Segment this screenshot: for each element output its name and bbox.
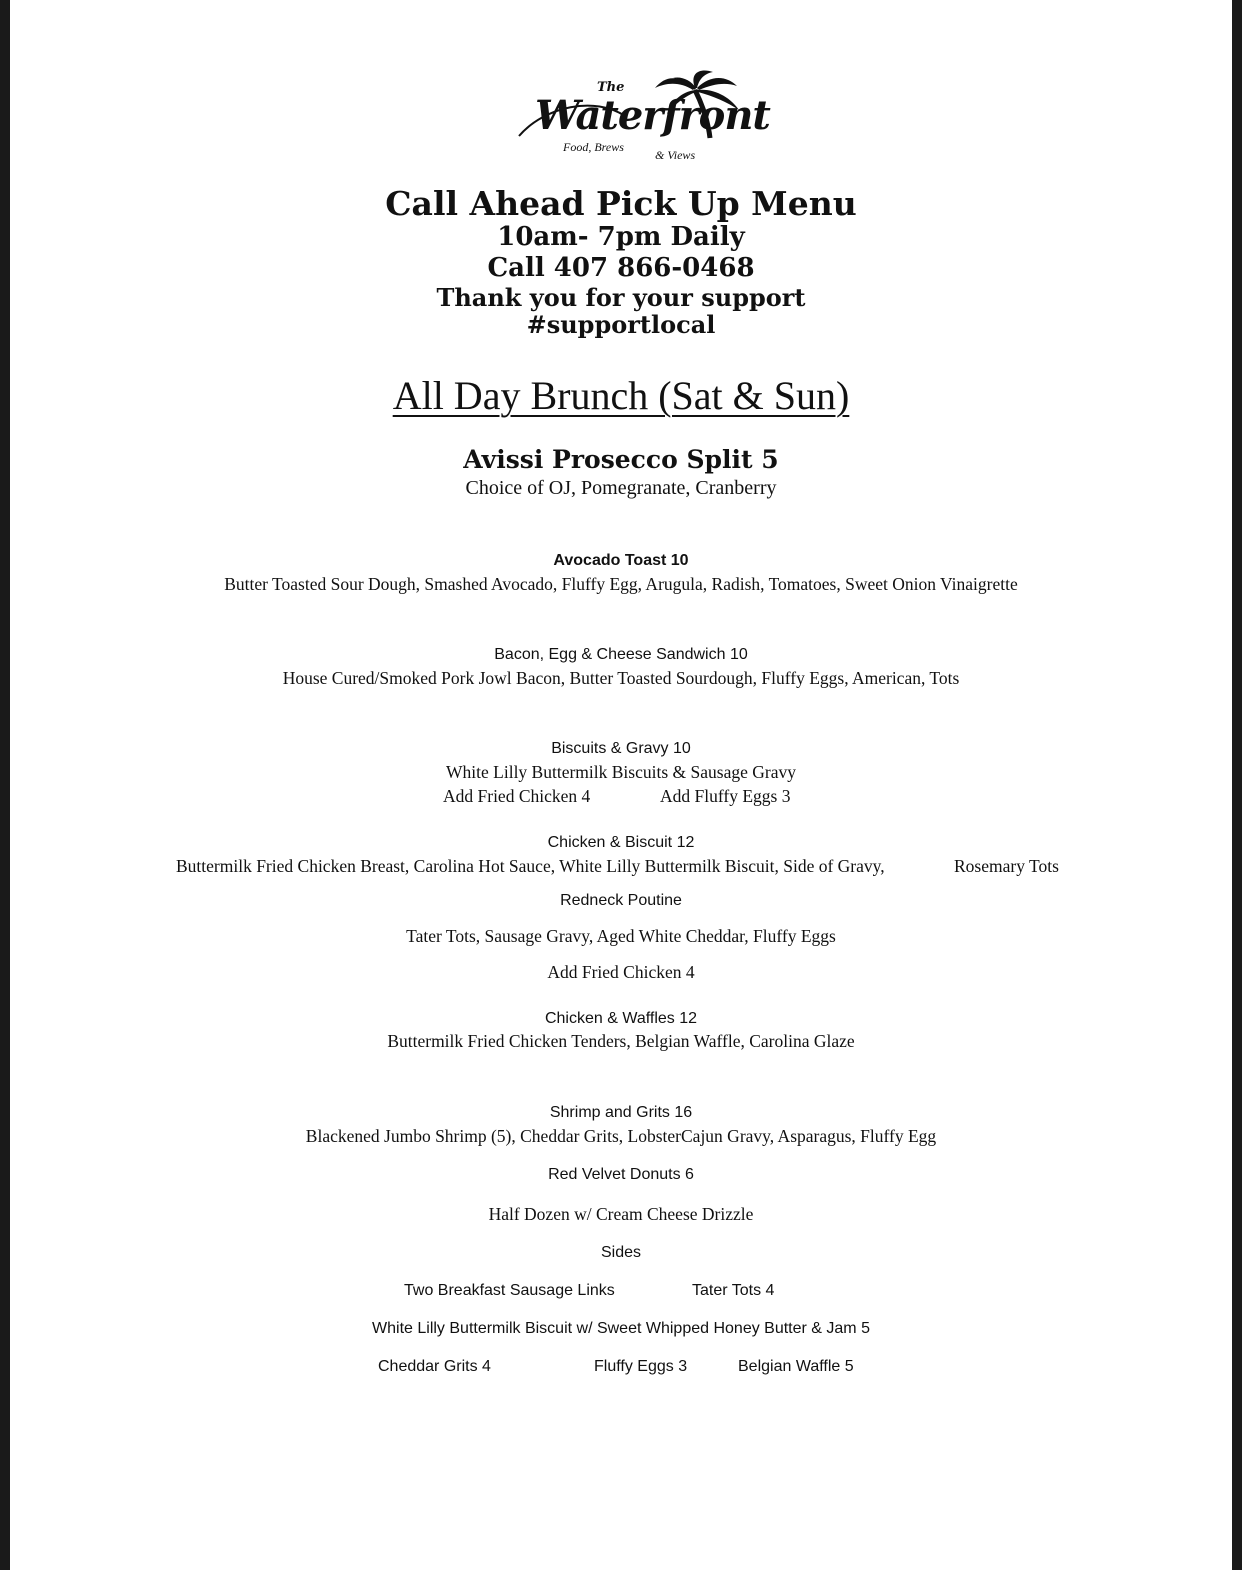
- logo-small-text: The: [597, 80, 625, 95]
- section-title: All Day Brunch (Sat & Sun): [392, 373, 850, 418]
- side-waffle: Belgian Waffle 5: [738, 1358, 854, 1375]
- item-title-avocado: Avocado Toast 10: [553, 552, 689, 569]
- logo-main-text: Waterfront: [535, 92, 770, 139]
- item-desc-donuts: Half Dozen w/ Cream Cheese Drizzle: [488, 1204, 754, 1224]
- item-addon-fluffy-eggs: Add Fluffy Eggs 3: [660, 786, 791, 806]
- side-biscuit: White Lilly Buttermilk Biscuit w/ Sweet Whipped Honey Butter & Jam 5: [372, 1320, 870, 1337]
- page-title: Call Ahead Pick Up Menu: [385, 184, 857, 223]
- drink-desc: Choice of OJ, Pomegranate, Cranberry: [465, 477, 777, 499]
- side-grits: Cheddar Grits 4: [378, 1358, 491, 1375]
- item-desc-waffles: Buttermilk Fried Chicken Tenders, Belgian Waffle, Carolina Glaze: [387, 1031, 855, 1051]
- side-tots: Tater Tots 4: [692, 1282, 775, 1299]
- sides-title: Sides: [600, 1244, 642, 1261]
- phone-text: Call 407 866-0468: [487, 253, 755, 283]
- item-desc-avocado: Butter Toasted Sour Dough, Smashed Avocado, Fluffy Egg, Arugula, Radish, Tomatoes, Sweet Onion Vinaigrette: [224, 574, 1018, 594]
- item-title-biscuits: Biscuits & Gravy 10: [551, 740, 691, 757]
- item-title-shrimp: Shrimp and Grits 16: [549, 1104, 693, 1121]
- item-title-donuts: Red Velvet Donuts 6: [548, 1166, 694, 1183]
- item-title-waffles: Chicken & Waffles 12: [544, 1010, 698, 1027]
- item-desc-biscuits: White Lilly Buttermilk Biscuits & Sausage Gravy: [446, 762, 796, 782]
- item-desc-shrimp: Blackened Jumbo Shrimp (5), Cheddar Grits, LobsterCajun Gravy, Asparagus, Fluffy Egg: [305, 1126, 937, 1146]
- item-desc-poutine: Tater Tots, Sausage Gravy, Aged White Cheddar, Fluffy Eggs: [406, 926, 836, 946]
- thanks-text: Thank you for your support: [436, 283, 806, 312]
- item-desc-chicken-biscuit-tots: Rosemary Tots: [954, 856, 1059, 876]
- item-title-poutine: Redneck Poutine: [560, 892, 682, 909]
- item-title-chicken-biscuit: Chicken & Biscuit 12: [547, 834, 695, 851]
- logo-tagline-right: & Views: [655, 148, 696, 162]
- logo-tagline-left: Food, Brews: [563, 140, 624, 154]
- hashtag-text: #supportlocal: [526, 310, 716, 339]
- waterfront-logo: [505, 66, 770, 170]
- item-addon-poutine: Add Fried Chicken 4: [547, 962, 695, 982]
- side-eggs: Fluffy Eggs 3: [594, 1358, 688, 1375]
- item-addon-fried-chicken: Add Fried Chicken 4: [443, 786, 591, 806]
- drink-title: Avissi Prosecco Split 5: [463, 445, 779, 474]
- item-title-bec: Bacon, Egg & Cheese Sandwich 10: [494, 646, 748, 663]
- item-desc-chicken-biscuit: Buttermilk Fried Chicken Breast, Carolina Hot Sauce, White Lilly Buttermilk Biscuit, Side of Gravy,: [176, 856, 885, 876]
- hours-text: 10am- 7pm Daily: [497, 222, 745, 252]
- side-sausage: Two Breakfast Sausage Links: [404, 1282, 615, 1299]
- menu-page: [10, 0, 1232, 1570]
- item-desc-bec: House Cured/Smoked Pork Jowl Bacon, Butter Toasted Sourdough, Fluffy Eggs, American, Tots: [282, 668, 960, 688]
